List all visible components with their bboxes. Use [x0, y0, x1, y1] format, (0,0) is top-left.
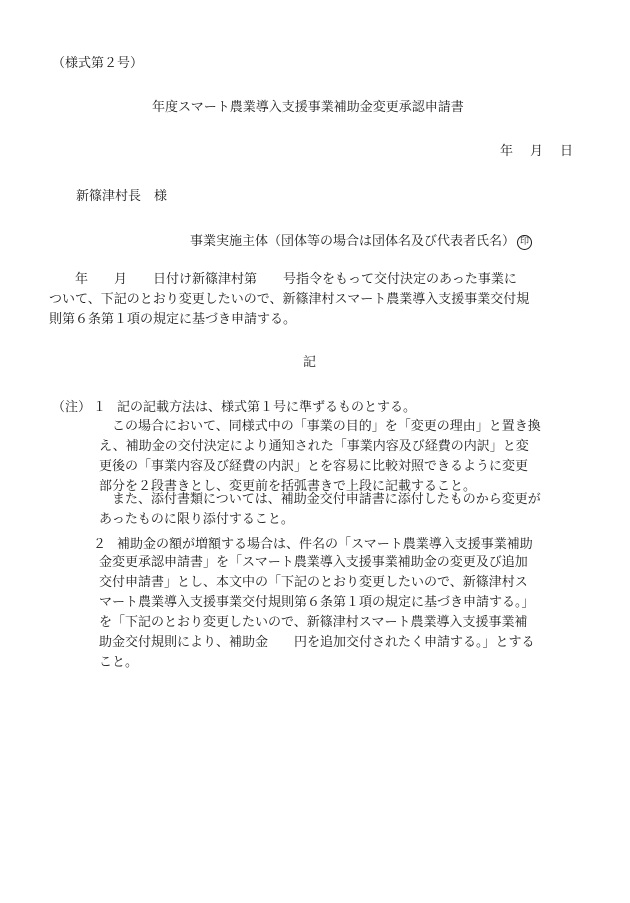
note-line: 部分を２段書きとし、変更前を括弧書きで上段に記載すること。: [99, 479, 477, 494]
note-line: この場合において、同様式中の「事業の目的」を「変更の理由」と置き換: [99, 419, 541, 434]
body-paragraph: [49, 270, 529, 330]
note-line: あったものに限り添付すること。: [99, 512, 294, 527]
document-title: 年度スマート農業導入支援事業補助金変更承認申請書: [152, 100, 464, 115]
notes-label: （注）: [52, 400, 92, 415]
note-first-line: 記の記載方法は、様式第１号に準ずるものとする。: [117, 400, 417, 415]
note-line: こと。: [99, 655, 139, 670]
note-line: を「下記のとおり変更したいので、新篠津村スマート農業導入支援事業補: [99, 615, 528, 630]
body-line: 年 月 日付け新篠津村第 号指令をもって交付決定のあった事業に: [49, 272, 517, 287]
note-line: 交付申請書」とし、本文中の「下記のとおり変更したいので、新篠津村ス: [99, 575, 528, 590]
note-number: ２: [93, 537, 107, 552]
applicant-line: [190, 230, 532, 250]
note-line: え、補助金の交付決定により通知された「事業内容及び経費の内訳」と変: [99, 439, 529, 454]
addressee: 新篠津村長 様: [76, 189, 168, 204]
note-number: １: [93, 400, 107, 415]
note-paragraph: [99, 490, 541, 530]
note-line: 助金交付規則により、補助金 円を追加交付されたく申請する。」とする: [99, 635, 535, 650]
note-paragraph: [99, 553, 535, 673]
note-line: 金変更承認申請書」を「スマート農業導入支援事業補助金の変更及び追加: [99, 555, 528, 570]
note-line: また、添付書類については、補助金交付申請書に添付したものから変更が: [99, 492, 541, 507]
date-line: 年 月 日: [500, 144, 576, 159]
body-line: ついて、下記のとおり変更したいので、新篠津村スマート農業導入支援事業交付規: [49, 292, 530, 307]
note-first-line: 補助金の額が増額する場合は、件名の「スマート農業導入支援事業補助: [117, 537, 533, 552]
form-number: （様式第２号）: [52, 56, 144, 71]
seal-mark: 印: [517, 235, 532, 250]
ki-heading: 記: [303, 355, 317, 370]
note-line: 更後の「事業内容及び経費の内訳」とを容易に比較対照できるように変更: [99, 459, 529, 474]
note-paragraph: [99, 417, 541, 497]
applicant-label: 事業実施主体（団体等の場合は団体名及び代表者氏名）: [190, 234, 516, 249]
note-line: マート農業導入支援事業交付規則第６条第１項の規定に基づき申請する。」: [99, 595, 535, 610]
body-line: 則第６条第１項の規定に基づき申請する。: [49, 312, 297, 327]
